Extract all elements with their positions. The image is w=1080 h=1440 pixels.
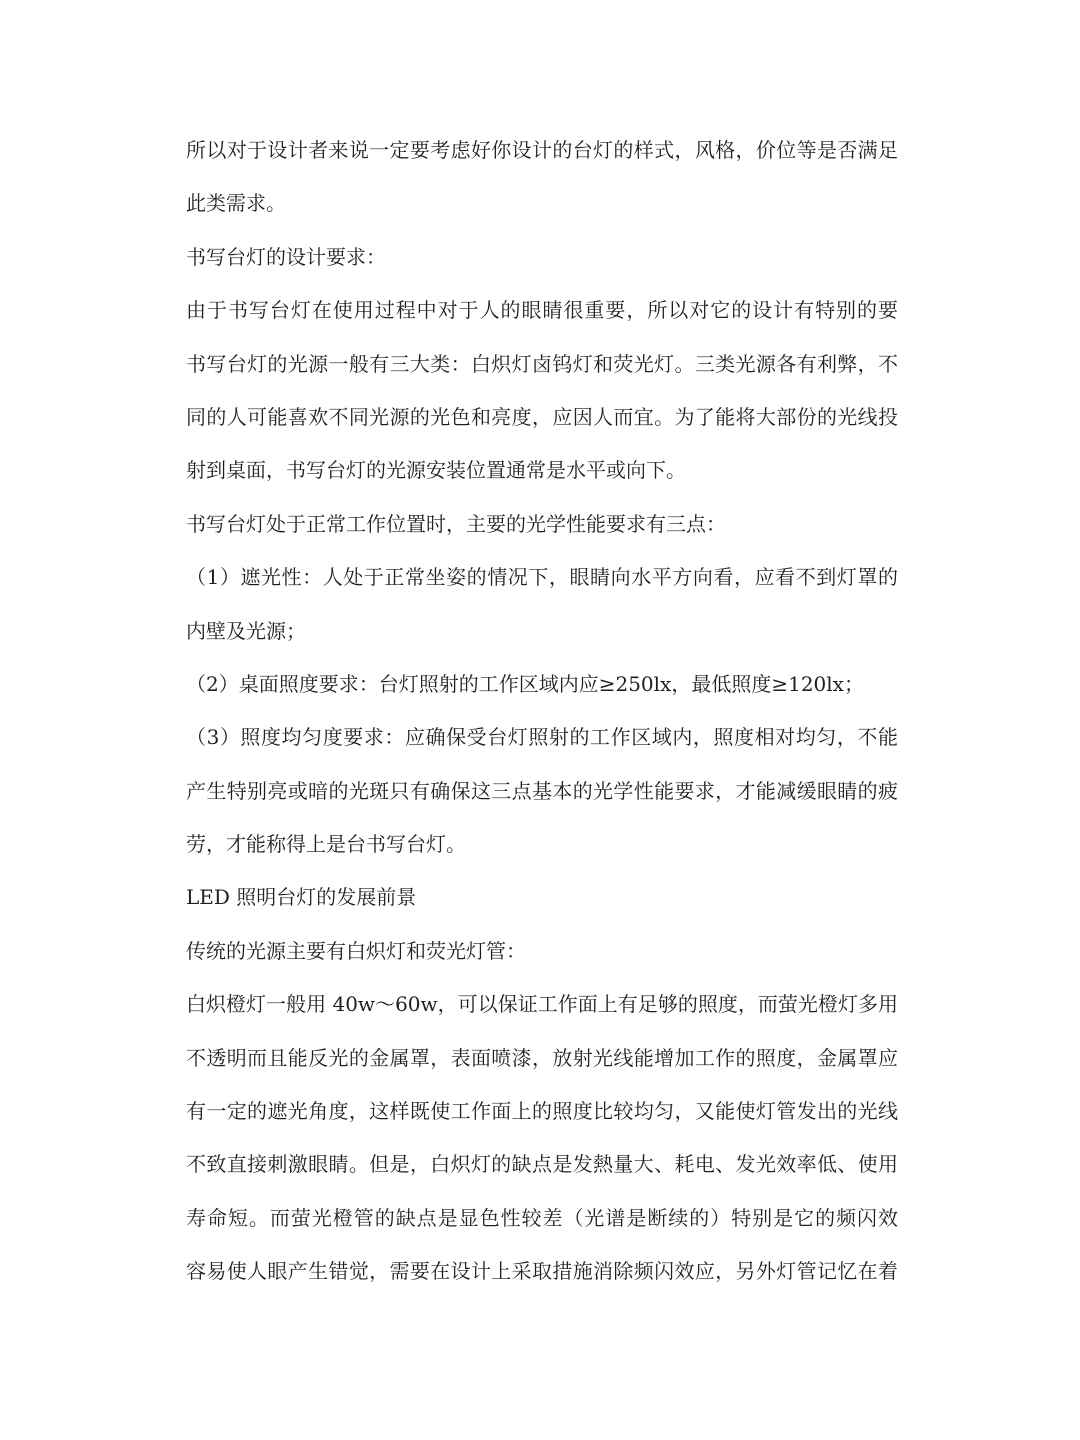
- text-line: 由于书写台灯在使用过程中对于人的眼睛很重要，所以对它的设计有特别的要: [186, 298, 898, 323]
- text-line: 容易使人眼产生错觉，需要在设计上采取措施消除频闪效应，另外灯管记忆在着: [186, 1259, 898, 1284]
- document-body: [186, 124, 898, 1299]
- text-line: 白炽橙灯一般用 40w～60w，可以保证工作面上有足够的照度，而萤光橙灯多用: [186, 992, 898, 1017]
- text-line: （3）照度均匀度要求：应确保受台灯照射的工作区域内，照度相对均匀，不能: [186, 725, 898, 750]
- text-line: 产生特别亮或暗的光斑只有确保这三点基本的光学性能要求，才能减缓眼睛的疲: [186, 778, 898, 803]
- text-line: 射到桌面，书写台灯的光源安装位置通常是水平或向下。: [186, 458, 686, 483]
- text-line: （2）桌面照度要求：台灯照射的工作区域内应≥250lx，最低照度≥120lx；: [186, 671, 864, 696]
- text-line: 内壁及光源；: [186, 618, 306, 643]
- text-line: 传统的光源主要有白炽灯和荧光灯管：: [186, 938, 526, 963]
- text-line: 书写台灯的设计要求：: [186, 244, 386, 269]
- text-line: 同的人可能喜欢不同光源的光色和亮度，应因人而宜。为了能将大部份的光线投: [186, 404, 898, 429]
- text-line: 此类需求。: [186, 191, 286, 216]
- text-line: 寿命短。而萤光橙管的缺点是显色性较差（光谱是断续的）特别是它的频闪效: [186, 1205, 898, 1230]
- text-line: LED 照明台灯的发展前景: [186, 885, 417, 910]
- text-line: 书写台灯处于正常工作位置时，主要的光学性能要求有三点：: [186, 511, 726, 536]
- text-line: 有一定的遮光角度，这样既使工作面上的照度比较均匀，又能使灯管发出的光线: [186, 1099, 898, 1124]
- text-line: （1）遮光性：人处于正常坐姿的情况下，眼睛向水平方向看，应看不到灯罩的: [186, 565, 898, 590]
- text-line: 所以对于设计者来说一定要考虑好你设计的台灯的样式，风格，价位等是否满足: [186, 138, 898, 162]
- text-line: 不致直接刺激眼睛。但是，白炽灯的缺点是发熱量大、耗电、发光效率低、使用: [186, 1152, 898, 1177]
- text-line: 劳，才能称得上是台书写台灯。: [186, 832, 466, 857]
- text-line: 不透明而且能反光的金属罩，表面喷漆，放射光线能增加工作的照度，金属罩应: [186, 1045, 898, 1070]
- text-line: 书写台灯的光源一般有三大类：白炽灯卤钨灯和荧光灯。三类光源各有利弊，不: [186, 351, 898, 376]
